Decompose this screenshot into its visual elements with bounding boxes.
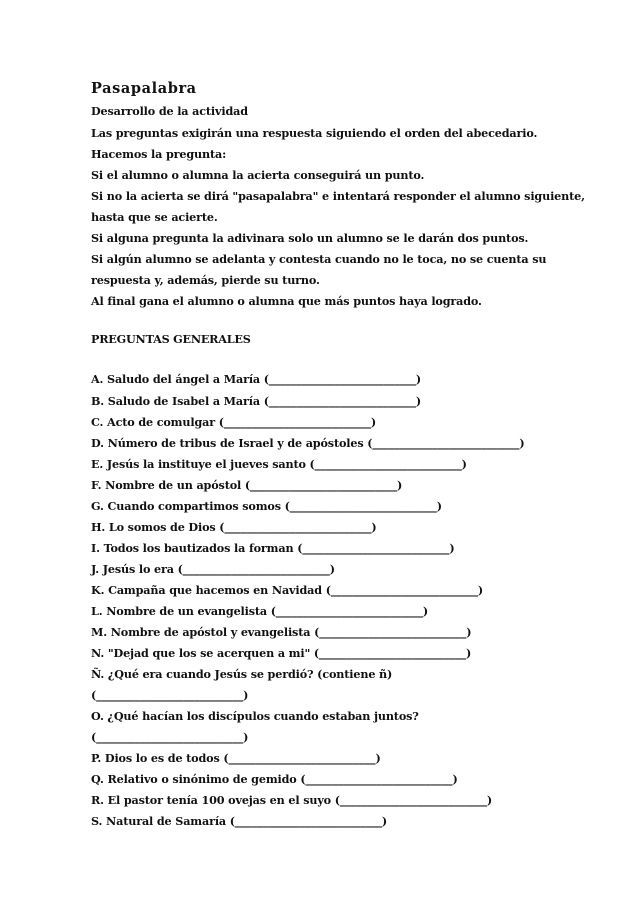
- intro-line: Si algún alumno se adelanta y contesta cuando no le toca, no se cuenta su: [91, 252, 547, 266]
- question-line: C. Acto de comulgar (___________________________): [91, 415, 376, 429]
- question-line: E. Jesús la instituye el jueves santo (___________________________): [91, 457, 467, 471]
- question-line: G. Cuando compartimos somos (___________________________): [91, 499, 442, 513]
- intro-line: Las preguntas exigirán una respuesta siguiendo el orden del abecedario.: [91, 126, 538, 140]
- question-line: S. Natural de Samaría (___________________________): [91, 814, 388, 828]
- question-line: M. Nombre de apóstol y evangelista (___________________________): [91, 625, 472, 639]
- intro-line: Hacemos la pregunta:: [91, 147, 227, 161]
- question-line: J. Jesús lo era (___________________________): [91, 562, 335, 576]
- intro-line: Al final gana el alumno o alumna que más puntos haya logrado.: [91, 294, 482, 308]
- question-line: P. Dios lo es de todos (___________________________): [91, 751, 381, 765]
- question-line: N. "Dejad que los se acerquen a mi" (___________________________): [91, 646, 472, 660]
- intro-line: Si alguna pregunta la adivinara solo un alumno se le darán dos puntos.: [91, 231, 529, 245]
- activity-subtitle: Desarrollo de la actividad: [91, 104, 248, 118]
- question-line: H. Lo somos de Dios (___________________________): [91, 520, 377, 534]
- section-heading: PREGUNTAS GENERALES: [91, 332, 251, 346]
- question-line: B. Saludo de Isabel a María (___________________________): [91, 394, 421, 408]
- question-line: Q. Relativo o sinónimo de gemido (___________________________): [91, 772, 458, 786]
- question-line: F. Nombre de un apóstol (___________________________): [91, 478, 403, 492]
- question-line: D. Número de tribus de Israel y de apóstoles (___________________________): [91, 436, 525, 450]
- document-title: Pasapalabra: [91, 80, 197, 97]
- question-line: Ñ. ¿Qué era cuando Jesús se perdió? (contiene ñ): [91, 667, 393, 681]
- question-line: O. ¿Qué hacían los discípulos cuando estaban juntos?: [91, 709, 419, 723]
- intro-line: respuesta y, además, pierde su turno.: [91, 273, 320, 287]
- intro-line: Si el alumno o alumna la acierta conseguirá un punto.: [91, 168, 425, 182]
- question-line: A. Saludo del ángel a María (___________________________): [91, 372, 422, 386]
- question-line: I. Todos los bautizados la forman (___________________________): [91, 541, 455, 555]
- answer-blank-line: (___________________________): [91, 688, 249, 702]
- question-line: K. Campaña que hacemos en Navidad (___________________________): [91, 583, 483, 597]
- intro-line: hasta que se acierte.: [91, 210, 218, 224]
- answer-blank-line: (___________________________): [91, 730, 249, 744]
- question-line: R. El pastor tenía 100 ovejas en el suyo (___________________________): [91, 793, 492, 807]
- question-line: L. Nombre de un evangelista (___________________________): [91, 604, 429, 618]
- intro-line: Si no la acierta se dirá "pasapalabra" e intentará responder el alumno siguiente,: [91, 189, 585, 203]
